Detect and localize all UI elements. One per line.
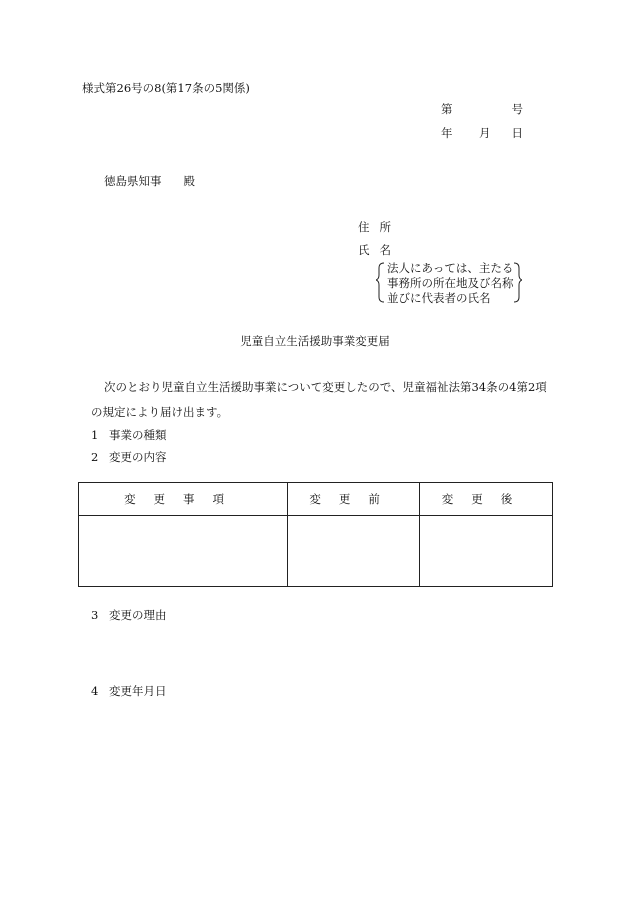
document-number <box>441 101 523 117</box>
body-text-line: 次のとおり児童自立生活援助事業について変更したので、児童福祉法第34条の4第2項 <box>104 380 547 394</box>
changes-table <box>78 482 553 587</box>
table-row <box>79 516 553 587</box>
item-label: 変更の理由 <box>109 608 167 622</box>
item-label: 変更の内容 <box>109 450 167 464</box>
item-number: 2 <box>91 450 99 464</box>
addressee <box>104 173 195 189</box>
document-date <box>441 125 523 141</box>
item-number: 1 <box>91 428 99 442</box>
section-item <box>91 449 167 465</box>
doc-no-suffix: 号 <box>511 102 523 116</box>
item-number: 4 <box>91 684 99 698</box>
cell-after[interactable] <box>420 516 553 587</box>
section-item <box>91 607 167 623</box>
date-month: 月 <box>479 126 491 140</box>
form-number: 様式第26号の8(第17条の5関係) <box>82 81 250 95</box>
table-header-row <box>79 483 553 516</box>
corporate-note-line: 並びに代表者の氏名 <box>387 291 491 305</box>
corporate-note <box>376 261 522 303</box>
date-day: 日 <box>511 126 523 140</box>
corporate-note-line: 事務所の所在地及び名称 <box>387 276 514 290</box>
item-number: 3 <box>91 608 99 622</box>
header-before: 変更前 <box>288 483 420 516</box>
header-after: 変更後 <box>420 483 553 516</box>
header-change-item: 変更事項 <box>79 483 288 516</box>
cell-change-item[interactable] <box>79 516 288 587</box>
address-label: 住所 <box>358 220 401 234</box>
corporate-note-line: 法人にあっては、主たる <box>387 261 514 275</box>
cell-before[interactable] <box>288 516 420 587</box>
section-item <box>91 427 167 443</box>
item-label: 変更年月日 <box>109 684 167 698</box>
addressee-name: 徳島県知事 <box>104 174 162 188</box>
body-text-line: の規定により届け出ます。 <box>91 405 229 419</box>
name-label: 氏名 <box>358 243 401 257</box>
doc-no-prefix: 第 <box>441 102 453 116</box>
section-item <box>91 683 167 699</box>
addressee-honorific: 殿 <box>183 174 195 188</box>
date-year: 年 <box>441 126 453 140</box>
item-label: 事業の種類 <box>109 428 167 442</box>
document-title: 児童自立生活援助事業変更届 <box>240 334 390 348</box>
